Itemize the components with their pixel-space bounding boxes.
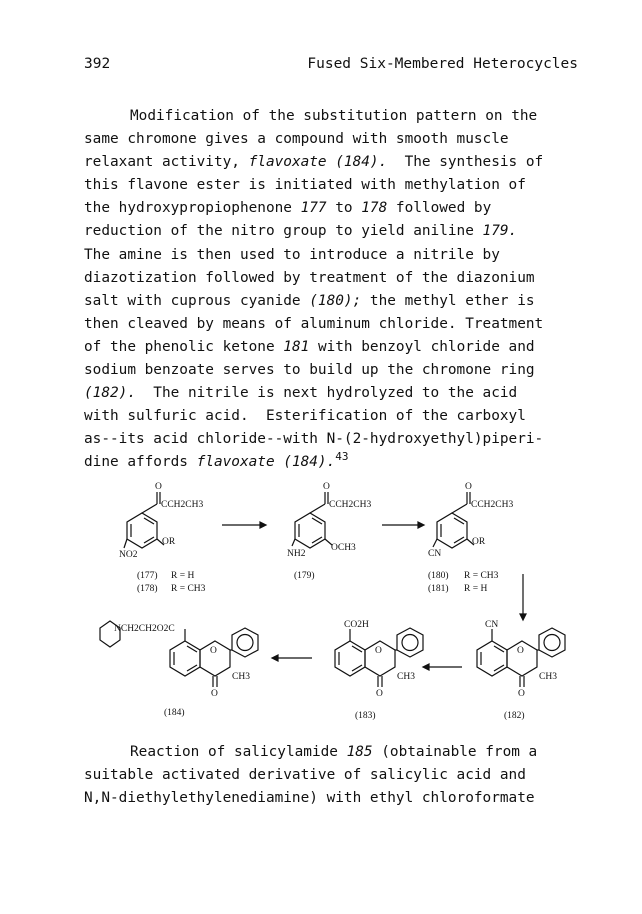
group-label: OR xyxy=(162,537,176,547)
text-line: (182). The nitrile is next hydrolyzed to the acid xyxy=(84,385,518,402)
text-line: suitable activated derivative of salicylic acid and xyxy=(84,767,526,784)
compound-number: (184) xyxy=(164,708,185,718)
group-label: CCH2CH3 xyxy=(471,500,514,510)
text-line: The amine is then used to introduce a nitrile by xyxy=(84,246,500,263)
group-label: CCH2CH3 xyxy=(161,500,204,510)
atom-label: O xyxy=(155,482,162,492)
group-label: CCH2CH3 xyxy=(329,500,372,510)
group-label: CN xyxy=(428,549,442,559)
atom-label: O xyxy=(211,689,218,699)
group-label: CO2H xyxy=(344,620,369,630)
text-line: dine affords flavoxate (184).$^{43}$ xyxy=(84,450,349,471)
text-line: the hydroxypropiophenone 177 to 178 followed by xyxy=(84,200,492,217)
compound-number: (177) xyxy=(137,571,158,581)
text-line: N,N-diethylethylenediamine) with ethyl chloroformate xyxy=(84,790,535,807)
compound-number: (180) xyxy=(428,571,449,581)
atom-label: O xyxy=(323,482,330,492)
structure-179 xyxy=(292,492,332,548)
structure-180-181 xyxy=(433,492,474,548)
text-line: then cleaved by means of aluminum chloride. Treatment xyxy=(84,315,544,332)
atom-label: O xyxy=(517,646,524,656)
text-line: diazotization followed by treatment of the diazonium xyxy=(84,269,535,286)
text-line: relaxant activity, flavoxate (184). The synthesis of xyxy=(84,154,544,171)
substituent-definition: R = H xyxy=(464,584,488,594)
text-line: salt with cuprous cyanide (180); the methyl ether is xyxy=(84,292,535,309)
substituent-definition: R = CH3 xyxy=(464,571,499,581)
group-label: CH3 xyxy=(539,672,557,682)
reaction-scheme xyxy=(82,482,582,737)
page-header xyxy=(84,56,578,76)
group-label: CH3 xyxy=(232,672,250,682)
text-line: reduction of the nitro group to yield aniline 179. xyxy=(84,223,518,240)
group-label: OCH3 xyxy=(331,543,356,553)
text-line: Modification of the substitution pattern on the xyxy=(130,108,538,124)
structure-177-178 xyxy=(124,492,164,548)
running-title: Fused Six-Membered Heterocycles xyxy=(307,56,578,72)
body-paragraph-2 xyxy=(84,741,578,810)
text-line: of the phenolic ketone 181 with benzoyl chloride and xyxy=(84,338,535,355)
group-label: NCH2CH2O2C xyxy=(114,624,175,634)
compound-number: (182) xyxy=(504,711,525,721)
group-label: CN xyxy=(485,620,499,630)
text-line: Reaction of salicylamide 185 (obtainable from a xyxy=(130,744,538,760)
substituent-definition: R = CH3 xyxy=(171,584,206,594)
page-number: 392 xyxy=(84,56,111,72)
atom-label: O xyxy=(376,689,383,699)
text-line: with sulfuric acid. Esterification of the carboxyl xyxy=(84,408,526,425)
reference-superscript: 43 xyxy=(335,450,349,464)
text-line: this flavone ester is initiated with methylation of xyxy=(84,177,526,194)
text-line: same chromone gives a compound with smooth muscle xyxy=(84,131,509,148)
compound-name-flavoxate: flavoxate (184). xyxy=(248,154,388,171)
atom-label: O xyxy=(465,482,472,492)
group-label: CH3 xyxy=(397,672,415,682)
group-label: OR xyxy=(472,537,486,547)
text-line: as--its acid chloride--with N-(2-hydroxyethyl)piperi- xyxy=(84,431,544,448)
body-paragraph-1 xyxy=(84,105,578,475)
compound-number: (179) xyxy=(294,571,315,581)
atom-label: O xyxy=(210,646,217,656)
compound-number: (183) xyxy=(355,711,376,721)
atom-label: O xyxy=(518,689,525,699)
compound-number: (181) xyxy=(428,584,449,594)
compound-number: (178) xyxy=(137,584,158,594)
atom-label: O xyxy=(375,646,382,656)
group-label: NH2 xyxy=(287,549,306,559)
substituent-definition: R = H xyxy=(171,571,195,581)
text-line: sodium benzoate serves to build up the chromone ring xyxy=(84,362,535,379)
group-label: NO2 xyxy=(119,550,138,560)
